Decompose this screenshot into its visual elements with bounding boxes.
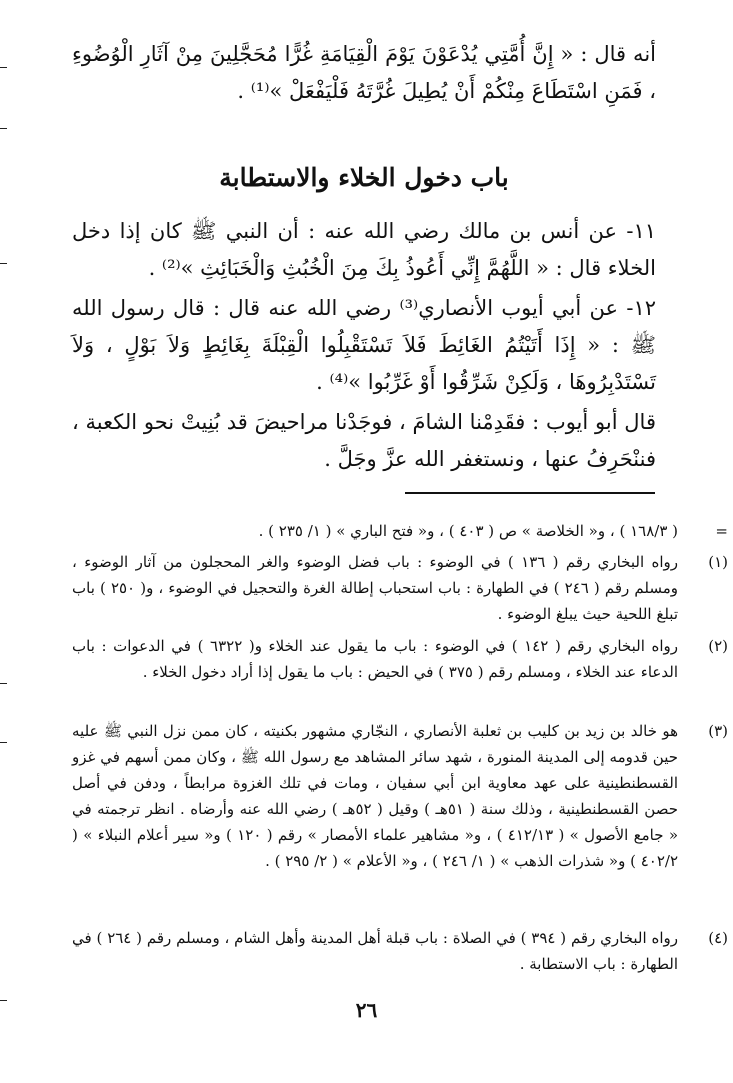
footnote-separator <box>405 492 655 494</box>
footnote-text: رواه البخاري رقم ( ١٣٦ ) في الوضوء : باب فضل الوضوء والغر المحجلون من آثار الوضوء ، ومسلم رقم ( ٢٤٦ ) في الطهارة : باب استحباب إطالة الغرة والتحجيل في الوضوء ، و( ٢٥٠ ) باب تبلغ اللحية حيث يبلغ الوضوء . <box>72 553 678 623</box>
footnote-text: هو خالد بن زيد بن كليب بن ثعلبة الأنصاري ، النجّاري مشهور بكنيته ، كان ممن نزل النبي ﷺ عليه حين قدومه إلى المدينة المنورة ، شهد سائر المشاهد مع رسول الله ﷺ ، وكان ممن أسهم في غزو القسطنطينية على عهد معاوية ابن أبي سفيان ، ومات في تلك الغزوة مرابطاً ، ودفن في أصل حصن القسطنطينية ، وذلك سنة ( ٥١هـ ) وقيل ( ٥٢هـ ) رضي الله عنه وأرضاه . انظر ترجمته في « جامع الأصول » ( ٤١٢/١٣ ) ، و« مشاهير علماء الأمصار » رقم ( ١٢٠ ) و« سير أعلام النبلاء » ( ٤٠٢/٢ ) و« شذرات الذهب » ( ١/ ٢٤٦ ) ، و« الأعلام » ( ٢/ ٢٩٥ ) . <box>72 722 679 870</box>
footnote-3 <box>72 718 728 874</box>
footnote-number: (٢) <box>708 637 728 655</box>
footnote-1 <box>72 549 728 627</box>
edge-mark <box>0 683 7 684</box>
page-number: ٢٦ <box>355 998 378 1022</box>
intro-paragraph: أنه قال : « إِنَّ أُمَّتِي يُدْعَوْنَ يَوْمَ الْقِيَامَةِ غُرًّا مُحَجَّلِينَ مِنْ آثَارِ الْوُضُوءِ ، فَمَنِ اسْتَطَاعَ مِنْكُمْ أَنْ يُطِيلَ غُرَّتَهُ فَلْيَفْعَلْ »⁽¹⁾ . <box>72 42 656 103</box>
hadith-12: ١٢- عن أبي أيوب الأنصاري⁽³⁾ رضي الله عنه قال : قال رسول الله ﷺ : « إِذَا أَتَيْتُمُ الغَائِطَ فَلاَ تَسْتَقْبِلُوا الْقِبْلَةَ بِغَائِطٍ وَلاَ بَوْلٍ ، وَلاَ تَسْتَدْبِرُوهَا ، وَلَكِنْ شَرِّقُوا أَوْ غَرِّبُوا »⁽⁴⁾ . <box>72 296 657 394</box>
footnote-number: (٤) <box>708 929 728 947</box>
footnote-number: (٣) <box>708 722 728 740</box>
section-title: باب دخول الخلاء والاستطابة <box>219 163 509 192</box>
hadith-11: ١١- عن أنس بن مالك رضي الله عنه : أن النبي ﷺ كان إذا دخل الخلاء قال : « اللَّهُمَّ إِنِّي أَعُوذُ بِكَ مِنَ الْخُبُثِ وَالْخَبَائِثِ »⁽²⁾ . <box>72 219 656 280</box>
edge-mark <box>0 67 7 68</box>
abu-ayyub-paragraph: قال أبو أيوب : فقَدِمْنا الشامَ ، فوجَدْنا مراحيضَ قد بُنِيتْ نحو الكعبة ، فننْحَرِفُ عنها ، ونستغفر الله عزَّ وجَلَّ . <box>72 410 656 471</box>
edge-mark <box>0 128 7 129</box>
footnote-4 <box>72 925 728 977</box>
footnote-text: رواه البخاري رقم ( ١٤٢ ) في الوضوء : باب ما يقول عند الخلاء و( ٦٣٢٢ ) في الدعوات : باب الدعاء عند الخلاء ، ومسلم رقم ( ٣٧٥ ) في الحيض : باب ما يقول إذا أراد دخول الخلاء . <box>72 637 678 681</box>
edge-mark <box>0 263 7 264</box>
footnote-number: (١) <box>708 553 728 571</box>
footnote-text: ( ١٦٨/٣ ) ، و« الخلاصة » ص ( ٤٠٣ ) ، و« فتح الباري » ( ١/ ٢٣٥ ) . <box>258 522 678 540</box>
footnote-text: رواه البخاري رقم ( ٣٩٤ ) في الصلاة : باب قبلة أهل المدينة وأهل الشام ، ومسلم رقم ( ٢٦٤ ) في الطهارة : باب الاستطابة . <box>72 929 679 973</box>
edge-mark <box>0 742 7 743</box>
footnote-number: = <box>715 522 728 540</box>
footnote-2 <box>72 633 728 685</box>
footnote-continued <box>72 518 728 544</box>
